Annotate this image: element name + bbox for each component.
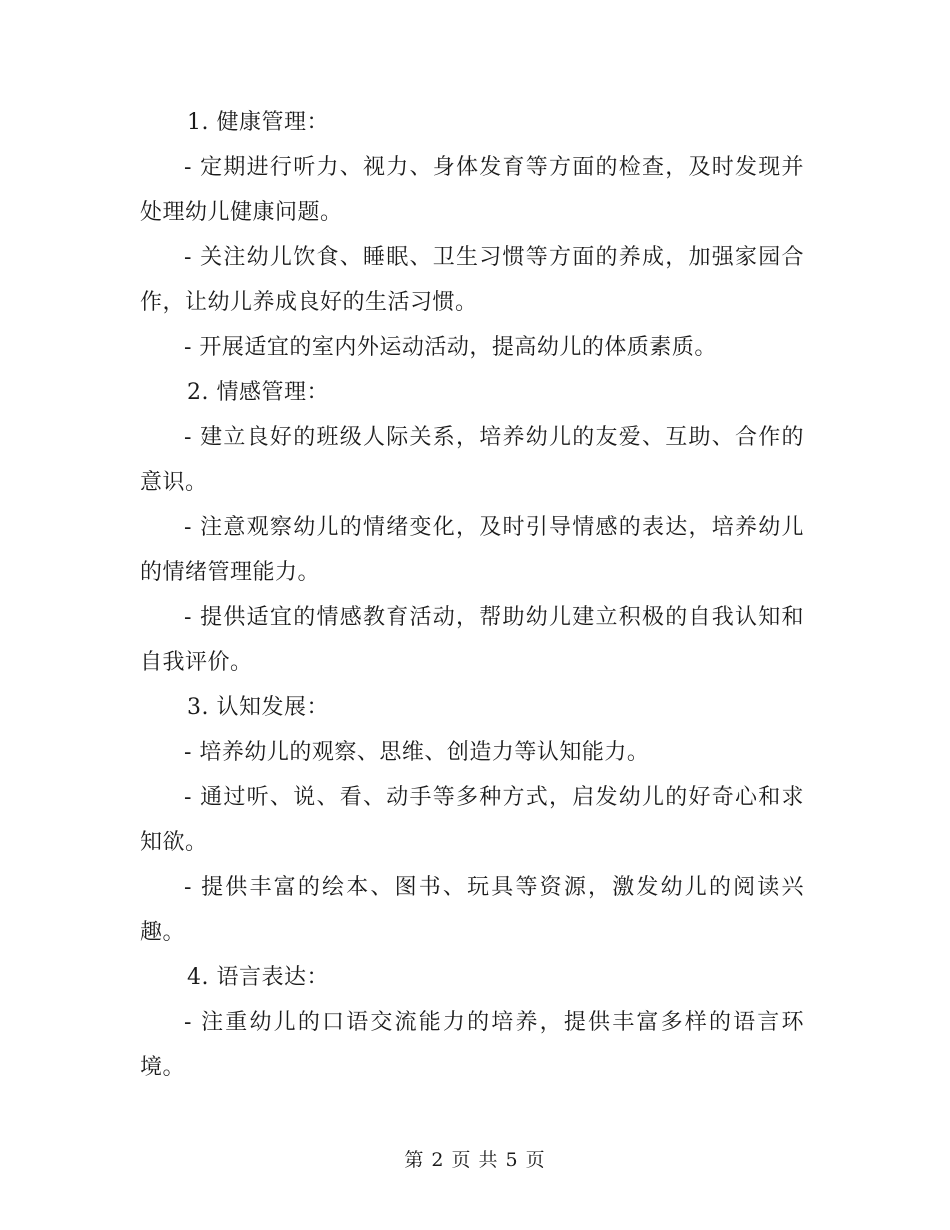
list-item: - 开展适宜的室内外运动活动，提高幼儿的体质素质。 [184,335,717,360]
section-heading-cognition: 3. 认知发展： [187,695,329,720]
document-body [140,100,804,1090]
list-item: - 提供丰富的绘本、图书、玩具等资源，激发幼儿的阅读兴趣。 [140,875,804,945]
list-item: - 建立良好的班级人际关系，培养幼儿的友爱、互助、合作的意识。 [140,425,804,495]
list-item: - 通过听、说、看、动手等多种方式，启发幼儿的好奇心和求知欲。 [140,785,804,855]
list-item: - 关注幼儿饮食、睡眠、卫生习惯等方面的养成，加强家园合作，让幼儿养成良好的生活习惯。 [140,245,804,315]
list-item: - 提供适宜的情感教育活动，帮助幼儿建立积极的自我认知和自我评价。 [140,605,804,675]
section-heading-language: 4. 语言表达： [187,965,329,990]
list-item: - 注意观察幼儿的情绪变化，及时引导情感的表达，培养幼儿的情绪管理能力。 [140,515,804,585]
section-heading-emotion: 2. 情感管理： [187,380,329,405]
list-item: - 培养幼儿的观察、思维、创造力等认知能力。 [184,740,650,765]
list-item: - 定期进行听力、视力、身体发育等方面的检查，及时发现并处理幼儿健康问题。 [140,155,804,225]
list-item: - 注重幼儿的口语交流能力的培养，提供丰富多样的语言环境。 [140,1010,804,1080]
section-heading-health: 1. 健康管理： [187,110,329,135]
page-number-footer: 第 2 页 共 5 页 [404,1149,546,1171]
